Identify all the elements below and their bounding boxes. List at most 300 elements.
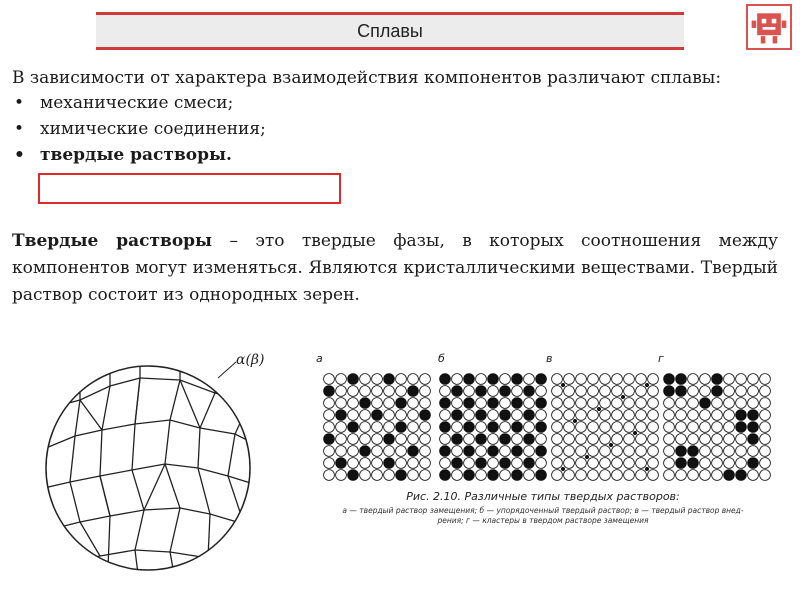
lattice-atom — [552, 410, 563, 421]
lattice-atom — [688, 434, 699, 445]
lattice-atom — [396, 446, 407, 457]
lattice-atom — [664, 434, 675, 445]
interstitial-atom — [609, 443, 613, 447]
lattice-atom — [500, 458, 511, 469]
lattice-atom — [564, 446, 575, 457]
lattice-atom — [664, 374, 675, 385]
intro-block — [12, 66, 778, 168]
lattice-atom — [512, 434, 523, 445]
lattice-atom — [536, 398, 547, 409]
lattice-atom — [420, 374, 431, 385]
lattice-atom — [648, 410, 659, 421]
lattice-atom — [664, 446, 675, 457]
lattice-atom — [420, 446, 431, 457]
lattice-atom — [676, 374, 687, 385]
lattice-atom — [712, 398, 723, 409]
lattice-atom — [396, 470, 407, 481]
lattice-atom — [588, 446, 599, 457]
lattice-atom — [372, 422, 383, 433]
lattice-atom — [664, 422, 675, 433]
lattice-atom — [736, 410, 747, 421]
lattice-atom — [396, 422, 407, 433]
lattice-atom — [688, 410, 699, 421]
lattice-atom — [488, 374, 499, 385]
lattice-atom — [324, 446, 335, 457]
lattice-atom — [336, 398, 347, 409]
lattice-atom — [440, 446, 451, 457]
lattice-atom — [552, 458, 563, 469]
lattice-atom — [676, 386, 687, 397]
lattice-atom — [724, 386, 735, 397]
lattice-atom — [452, 374, 463, 385]
lattice-atom — [712, 386, 723, 397]
lattice-atom — [612, 458, 623, 469]
definition-term: Твердые растворы — [12, 231, 213, 251]
lattice-atom — [600, 458, 611, 469]
caption-line-2: рения; г — кластеры в твердом растворе замещения — [437, 516, 649, 525]
lattice-atom — [760, 434, 771, 445]
lattice-atom — [664, 410, 675, 421]
lattice-atom — [612, 434, 623, 445]
lattice-atom — [748, 446, 759, 457]
list-item-highlighted: • твердые растворы. — [12, 142, 778, 168]
lattice-atom — [600, 434, 611, 445]
lattice-atom — [348, 434, 359, 445]
interstitial-atom — [645, 467, 649, 471]
lattice-atom — [324, 470, 335, 481]
lattice-panel-a — [322, 372, 432, 482]
lattice-atom — [736, 374, 747, 385]
lattice-atom — [420, 422, 431, 433]
lattice-atom — [500, 398, 511, 409]
lattice-atom — [360, 434, 371, 445]
lattice-atom — [536, 458, 547, 469]
lattice-atom — [524, 398, 535, 409]
lattice-atom — [760, 374, 771, 385]
lattice-atom — [736, 470, 747, 481]
lattice-atom — [588, 422, 599, 433]
lattice-atom — [712, 434, 723, 445]
lattice-atom — [576, 398, 587, 409]
lattice-atom — [700, 446, 711, 457]
lattice-atom — [676, 422, 687, 433]
lattice-atom — [600, 470, 611, 481]
lattice-atom — [712, 470, 723, 481]
lattice-atom — [588, 374, 599, 385]
lattice-atom — [600, 398, 611, 409]
lattice-atom — [348, 374, 359, 385]
lattice-atom — [760, 446, 771, 457]
lattice-atom — [636, 470, 647, 481]
lattice-atom — [588, 470, 599, 481]
lattice-atom — [760, 398, 771, 409]
lattice-atom — [700, 410, 711, 421]
panel-label-a: а — [316, 352, 323, 365]
lattice-atom — [348, 398, 359, 409]
lattice-atom — [624, 434, 635, 445]
lattice-atom — [420, 434, 431, 445]
lattice-atom — [440, 470, 451, 481]
lattice-atom — [760, 470, 771, 481]
lattice-atom — [648, 386, 659, 397]
lattice-atom — [648, 458, 659, 469]
lattice-atom — [488, 434, 499, 445]
lattice-atom — [440, 458, 451, 469]
lattice-atom — [384, 410, 395, 421]
slide-title: Сплавы — [357, 20, 423, 41]
lattice-atom — [748, 386, 759, 397]
lattice-atom — [552, 470, 563, 481]
lattice-atom — [600, 410, 611, 421]
lattice-atom — [324, 458, 335, 469]
lattice-atom — [612, 374, 623, 385]
lattice-atom — [736, 446, 747, 457]
intro-text: В зависимости от характера взаимодействия компонентов различают сплавы: — [12, 68, 722, 88]
lattice-atom — [712, 458, 723, 469]
interstitial-atom — [633, 431, 637, 435]
lattice-atom — [464, 374, 475, 385]
lattice-atom — [384, 458, 395, 469]
lattice-atom — [624, 458, 635, 469]
lattice-atom — [552, 374, 563, 385]
lattice-atom — [476, 410, 487, 421]
lattice-atom — [464, 446, 475, 457]
lattice-atom — [464, 398, 475, 409]
lattice-atom — [576, 446, 587, 457]
lattice-atom — [396, 458, 407, 469]
lattice-atom — [648, 446, 659, 457]
lattice-atom — [360, 446, 371, 457]
lattice-atom — [324, 374, 335, 385]
lattice-atom — [384, 446, 395, 457]
lattice-atom — [688, 386, 699, 397]
lattice-atom — [420, 470, 431, 481]
lattice-atom — [688, 458, 699, 469]
lattice-atom — [612, 398, 623, 409]
lattice-atom — [372, 398, 383, 409]
lattice-atom — [440, 386, 451, 397]
lattice-atom — [636, 410, 647, 421]
lattice-atom — [712, 446, 723, 457]
lattice-atom — [476, 422, 487, 433]
lattice-atom — [624, 422, 635, 433]
lattice-atom — [724, 422, 735, 433]
lattice-atom — [384, 398, 395, 409]
lattice-atom — [612, 446, 623, 457]
lattice-atom — [396, 410, 407, 421]
lattice-atom — [648, 470, 659, 481]
lattice-atom — [588, 386, 599, 397]
lattice-atom — [348, 386, 359, 397]
lattice-atom — [500, 422, 511, 433]
lattice-atom — [440, 422, 451, 433]
lattice-atom — [488, 458, 499, 469]
lattice-atom — [452, 386, 463, 397]
lattice-atom — [512, 458, 523, 469]
lattice-atom — [676, 410, 687, 421]
lattice-atom — [336, 470, 347, 481]
lattice-atom — [512, 386, 523, 397]
lattice-atom — [600, 422, 611, 433]
lattice-atom — [396, 398, 407, 409]
lattice-atom — [512, 410, 523, 421]
lattice-atom — [324, 434, 335, 445]
lattice-atom — [688, 446, 699, 457]
lattice-atom — [336, 434, 347, 445]
lattice-atom — [564, 422, 575, 433]
lattice-atom — [440, 398, 451, 409]
lattice-atom — [512, 446, 523, 457]
lattice-atom — [488, 410, 499, 421]
lattice-atom — [600, 374, 611, 385]
lattice-atom — [500, 374, 511, 385]
lattice-atom — [372, 434, 383, 445]
lattice-atom — [476, 434, 487, 445]
lattice-atom — [408, 470, 419, 481]
lattice-atom — [396, 434, 407, 445]
lattice-atom — [524, 410, 535, 421]
lattice-atom — [384, 470, 395, 481]
lattice-atom — [748, 410, 759, 421]
lattice-atom — [452, 398, 463, 409]
lattice-atom — [420, 386, 431, 397]
lattice-atom — [324, 386, 335, 397]
lattice-atom — [536, 374, 547, 385]
lattice-atom — [564, 410, 575, 421]
lattice-atom — [760, 386, 771, 397]
interstitial-atom — [597, 407, 601, 411]
lattice-atom — [564, 374, 575, 385]
lattice-atom — [576, 458, 587, 469]
lattice-atom — [420, 410, 431, 421]
lattice-atom — [384, 374, 395, 385]
lattice-atom — [760, 422, 771, 433]
lattice-atom — [408, 398, 419, 409]
lattice-atom — [748, 434, 759, 445]
interstitial-atom — [585, 455, 589, 459]
lattice-atom — [712, 422, 723, 433]
lattice-atom — [524, 446, 535, 457]
lattice-atom — [440, 434, 451, 445]
lattice-atom — [524, 458, 535, 469]
lattice-atom — [452, 410, 463, 421]
lattice-atom — [360, 470, 371, 481]
lattice-atom — [648, 434, 659, 445]
lattice-atom — [372, 470, 383, 481]
lattice-atom — [676, 470, 687, 481]
lattice-atom — [464, 434, 475, 445]
lattice-atom — [464, 410, 475, 421]
lattice-atom — [512, 422, 523, 433]
lattice-atom — [664, 458, 675, 469]
lattice-atom — [408, 410, 419, 421]
lattice-atom — [700, 470, 711, 481]
figure-caption: Рис. 2.10. Различные типы твердых растворов: — [406, 490, 680, 503]
lattice-atom — [688, 470, 699, 481]
lattice-atom — [372, 458, 383, 469]
lattice-atom — [700, 422, 711, 433]
figure-caption-detail — [310, 506, 776, 526]
lattice-atom — [552, 422, 563, 433]
lattice-atom — [420, 458, 431, 469]
lattice-atom — [488, 398, 499, 409]
grain-label: α(β) — [236, 352, 265, 368]
lattice-atom — [464, 386, 475, 397]
lattice-atom — [664, 398, 675, 409]
lattice-atom — [700, 374, 711, 385]
lattice-atom — [500, 410, 511, 421]
lattice-atom — [564, 398, 575, 409]
lattice-atom — [348, 458, 359, 469]
lattice-atom — [324, 422, 335, 433]
lattice-atom — [624, 470, 635, 481]
interstitial-atom — [621, 395, 625, 399]
lattice-atom — [676, 458, 687, 469]
lattice-atom — [636, 374, 647, 385]
lattice-atom — [700, 398, 711, 409]
lattice-atom — [408, 458, 419, 469]
lattice-atom — [576, 410, 587, 421]
lattice-atom — [360, 386, 371, 397]
lattice-atom — [576, 422, 587, 433]
lattice-atom — [564, 434, 575, 445]
lattice-atom — [676, 434, 687, 445]
lattice-atom — [452, 470, 463, 481]
lattice-atom — [576, 434, 587, 445]
lattice-atom — [420, 398, 431, 409]
lattice-atom — [512, 470, 523, 481]
lattice-atom — [324, 398, 335, 409]
lattice-atom — [408, 446, 419, 457]
lattice-atom — [408, 422, 419, 433]
panel-label-b: б — [438, 352, 445, 365]
lattice-atom — [724, 398, 735, 409]
lattice-atom — [736, 398, 747, 409]
lattice-atom — [552, 398, 563, 409]
lattice-atom — [536, 470, 547, 481]
lattice-atom — [688, 398, 699, 409]
lattice-atom — [524, 470, 535, 481]
lattice-panel-b — [438, 372, 548, 482]
lattice-figure — [310, 352, 776, 530]
lattice-atom — [624, 446, 635, 457]
lattice-atom — [336, 446, 347, 457]
lattice-atom — [636, 386, 647, 397]
lattice-atom — [488, 446, 499, 457]
lattice-atom — [588, 398, 599, 409]
lattice-atom — [664, 386, 675, 397]
lattice-atom — [360, 458, 371, 469]
interstitial-atom — [561, 467, 565, 471]
lattice-atom — [524, 422, 535, 433]
lattice-atom — [748, 458, 759, 469]
lattice-atom — [324, 410, 335, 421]
lattice-atom — [636, 398, 647, 409]
lattice-atom — [736, 434, 747, 445]
grain-structure-diagram — [40, 338, 280, 588]
lattice-atom — [624, 374, 635, 385]
lattice-atom — [512, 398, 523, 409]
lattice-atom — [552, 434, 563, 445]
lattice-atom — [664, 470, 675, 481]
lattice-atom — [624, 410, 635, 421]
lattice-atom — [464, 458, 475, 469]
lattice-atom — [476, 398, 487, 409]
lattice-atom — [588, 458, 599, 469]
robot-logo-icon — [746, 4, 792, 50]
lattice-atom — [676, 398, 687, 409]
lattice-atom — [452, 458, 463, 469]
lattice-atom — [536, 434, 547, 445]
interstitial-atom — [573, 419, 577, 423]
lattice-atom — [348, 470, 359, 481]
lattice-atom — [564, 386, 575, 397]
lattice-atom — [476, 458, 487, 469]
lattice-atom — [524, 386, 535, 397]
lattice-atom — [612, 386, 623, 397]
panel-label-v: в — [546, 352, 553, 365]
lattice-atom — [452, 446, 463, 457]
lattice-atom — [524, 374, 535, 385]
lattice-atom — [700, 386, 711, 397]
lattice-atom — [512, 374, 523, 385]
lattice-atom — [760, 458, 771, 469]
lattice-atom — [500, 470, 511, 481]
lattice-atom — [576, 470, 587, 481]
lattice-atom — [636, 458, 647, 469]
lattice-atom — [624, 398, 635, 409]
lattice-atom — [724, 446, 735, 457]
lattice-atom — [576, 374, 587, 385]
lattice-atom — [476, 386, 487, 397]
lattice-atom — [636, 446, 647, 457]
lattice-atom — [408, 434, 419, 445]
lattice-atom — [736, 458, 747, 469]
lattice-atom — [724, 434, 735, 445]
lattice-atom — [636, 422, 647, 433]
list-item: • химические соединения; — [12, 116, 778, 142]
lattice-atom — [500, 386, 511, 397]
interstitial-atom — [561, 383, 565, 387]
lattice-atom — [372, 386, 383, 397]
lattice-atom — [336, 458, 347, 469]
lattice-atom — [452, 422, 463, 433]
lattice-atom — [360, 410, 371, 421]
lattice-atom — [536, 410, 547, 421]
lattice-atom — [384, 434, 395, 445]
lattice-atom — [372, 446, 383, 457]
lattice-panel-g — [662, 372, 772, 482]
lattice-atom — [348, 446, 359, 457]
lattice-atom — [636, 434, 647, 445]
lattice-atom — [700, 458, 711, 469]
lattice-atom — [336, 422, 347, 433]
lattice-atom — [748, 374, 759, 385]
lattice-atom — [408, 386, 419, 397]
lattice-atom — [336, 374, 347, 385]
lattice-atom — [612, 410, 623, 421]
alloy-types-list — [12, 90, 778, 168]
lattice-atom — [336, 410, 347, 421]
lattice-atom — [648, 422, 659, 433]
lattice-atom — [600, 446, 611, 457]
interstitial-atom — [645, 383, 649, 387]
lattice-atom — [536, 422, 547, 433]
lattice-atom — [464, 422, 475, 433]
lattice-atom — [372, 410, 383, 421]
lattice-atom — [348, 410, 359, 421]
lattice-atom — [736, 386, 747, 397]
